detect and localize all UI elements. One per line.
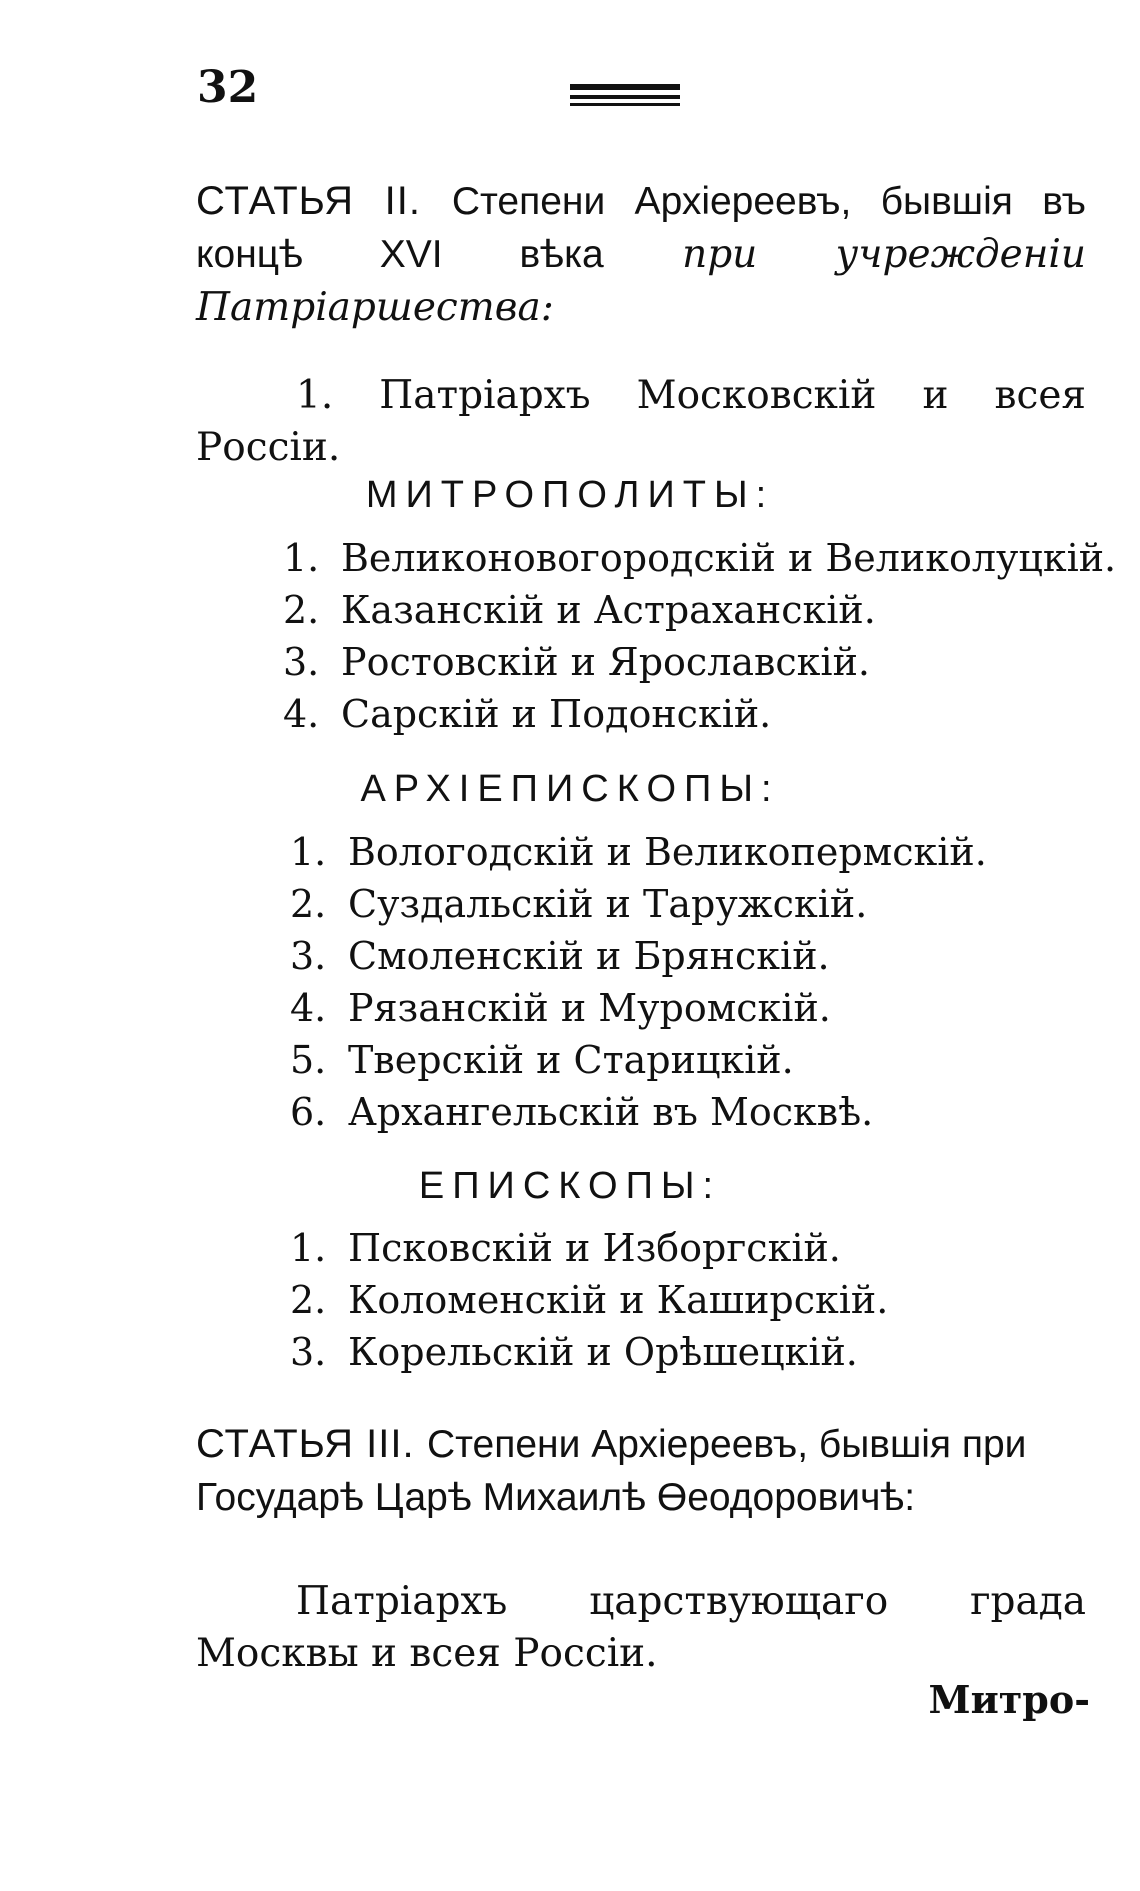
metropolitans-list [283,532,1116,740]
article-2-heading [196,175,1086,334]
article-2-title: Степени Архiереевъ, бывшiя въ концѣ XVI вѣка [196,180,1086,276]
patriarch-paragraph: 1. Патрiархъ Московскiй и всея Россiи. [196,373,1086,470]
list-item: 5. Тверскiй и Старицкiй. [290,1038,794,1082]
archbishops-list [290,826,987,1138]
article-3-heading [196,1418,1086,1524]
list-item: 2. Суздальскiй и Таружскiй. [290,882,868,926]
list-item: 3. Корельскiй и Орѣшецкiй. [290,1330,858,1374]
header-rule [570,84,680,90]
list-item: 4. Рязанскiй и Муромскiй. [290,986,831,1030]
list-item: 6. Архангельскiй въ Москвѣ. [290,1090,874,1134]
list-item: 2. Казанскiй и Астраханскiй. [283,588,876,632]
archbishops-heading: АРХIЕПИСКОПЫ: [360,768,780,810]
header-rule [570,95,680,99]
article-3-label: СТАТЬЯ III. [196,1422,415,1466]
list-item: 3. Ростовскiй и Ярославскiй. [283,640,870,684]
list-item: 1. Псковскiй и Изборгскiй. [290,1226,841,1270]
catchword: Митро- [928,1677,1090,1722]
bishops-heading: ЕПИСКОПЫ: [418,1165,722,1207]
article-3-title: Степени Архiереевъ, бывшiя при Государѣ Царѣ Михаилѣ Өеодоровичѣ: [196,1423,1027,1519]
bishops-list [290,1222,888,1378]
list-item: 2. Коломенскiй и Каширскiй. [290,1278,889,1322]
page-number: 32 [197,62,259,113]
article-2-italic: при учрежденiи Патрiаршества: [196,232,1086,330]
metropolitans-heading: МИТРОПОЛИТЫ: [365,474,775,516]
list-item: 3. Смоленскiй и Брянскiй. [290,934,830,978]
article-2-label: СТАТЬЯ II. [196,179,421,223]
list-item: 1. Вологодскiй и Великопермскiй. [290,830,987,874]
closing-paragraph: Патрiархъ царствующаго града Москвы и всея Россiи. [196,1579,1086,1676]
header-rule [570,103,680,106]
list-item: 4. Сарскiй и Подонскiй. [283,692,772,736]
list-item: 1. Великоновогородскiй и Великолуцкiй. [283,536,1117,580]
